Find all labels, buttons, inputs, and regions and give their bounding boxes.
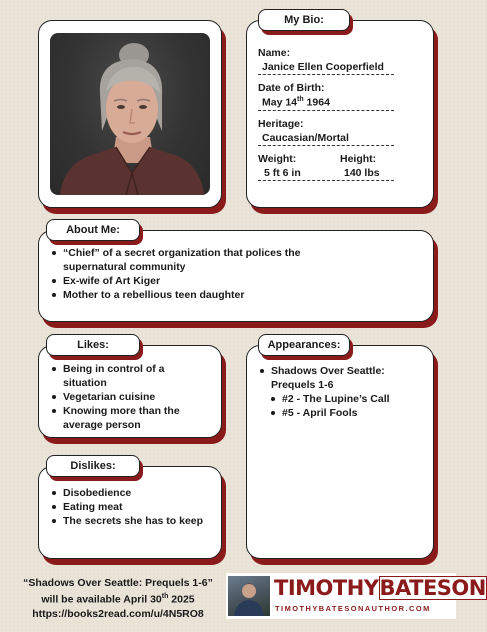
name-value: Janice Ellen Cooperfield xyxy=(258,59,394,75)
likes-item: Being in control of a situation xyxy=(50,362,192,390)
author-photo xyxy=(228,576,270,616)
heritage-value: Caucasian/Mortal xyxy=(258,130,394,146)
likes-item: Vegetarian cuisine xyxy=(50,390,192,404)
likes-list xyxy=(50,362,192,432)
height-value: 140 lbs xyxy=(344,166,380,179)
about-tab: About Me: xyxy=(46,219,140,241)
release-link[interactable]: https://books2read.com/u/4N5RO8 xyxy=(32,607,204,620)
bio-fields xyxy=(258,47,394,181)
author-last-name: BATESON xyxy=(379,576,486,600)
appearances-series: Shadows Over Seattle: Prequels 1-6 xyxy=(258,364,388,392)
appearances-list xyxy=(258,364,388,392)
release-info xyxy=(14,576,222,621)
appearances-book: #5 - April Fools xyxy=(258,406,418,420)
release-title: “Shadows Over Seattle: Prequels 1-6” xyxy=(23,577,213,589)
weight-label: Weight: xyxy=(258,152,297,165)
likes-tab: Likes: xyxy=(46,334,140,356)
about-item: Mother to a rebellious teen daughter xyxy=(50,288,350,302)
about-item: Ex-wife of Art Kiger xyxy=(50,274,350,288)
appearances-card xyxy=(246,345,434,559)
heritage-label: Heritage: xyxy=(258,117,304,130)
release-date: will be available April 30th 2025 xyxy=(41,593,195,606)
likes-item: Knowing more than the average person xyxy=(50,404,192,432)
dislikes-item: Disobedience xyxy=(50,486,220,500)
bio-card xyxy=(246,20,434,208)
portrait-photo xyxy=(50,33,210,195)
bio-tab: My Bio: xyxy=(258,9,350,31)
weight-height-row xyxy=(258,153,394,165)
appearances-book: #2 - The Lupine’s Call xyxy=(258,392,418,406)
dob-label: Date of Birth: xyxy=(258,82,325,94)
likes-card xyxy=(38,345,222,438)
appearances-tab: Appearances: xyxy=(258,334,350,356)
dislikes-item: Eating meat xyxy=(50,500,220,514)
about-card xyxy=(38,230,434,322)
dob-value: May 14th 1964 xyxy=(258,94,394,111)
dislikes-card xyxy=(38,466,222,559)
name-label: Name: xyxy=(258,47,291,59)
author-name xyxy=(274,575,487,601)
author-photo-image xyxy=(228,576,270,616)
appearances-sublist xyxy=(258,392,418,420)
author-site: TIMOTHYBATESONAUTHOR.COM xyxy=(275,604,431,613)
about-item: “Chief” of a secret organization that polices the supernatural community xyxy=(50,246,350,274)
dislikes-list xyxy=(50,486,220,528)
about-list xyxy=(50,246,350,302)
height-label: Height: xyxy=(340,152,377,165)
character-portrait-image xyxy=(50,33,210,195)
dislikes-tab: Dislikes: xyxy=(46,455,140,477)
author-first-name: TIMOTHY xyxy=(274,576,379,600)
weight-height-values xyxy=(258,165,394,181)
weight-value: 5 ft 6 in xyxy=(264,166,301,179)
author-brand[interactable] xyxy=(226,573,486,619)
dislikes-item: The secrets she has to keep xyxy=(50,514,220,528)
